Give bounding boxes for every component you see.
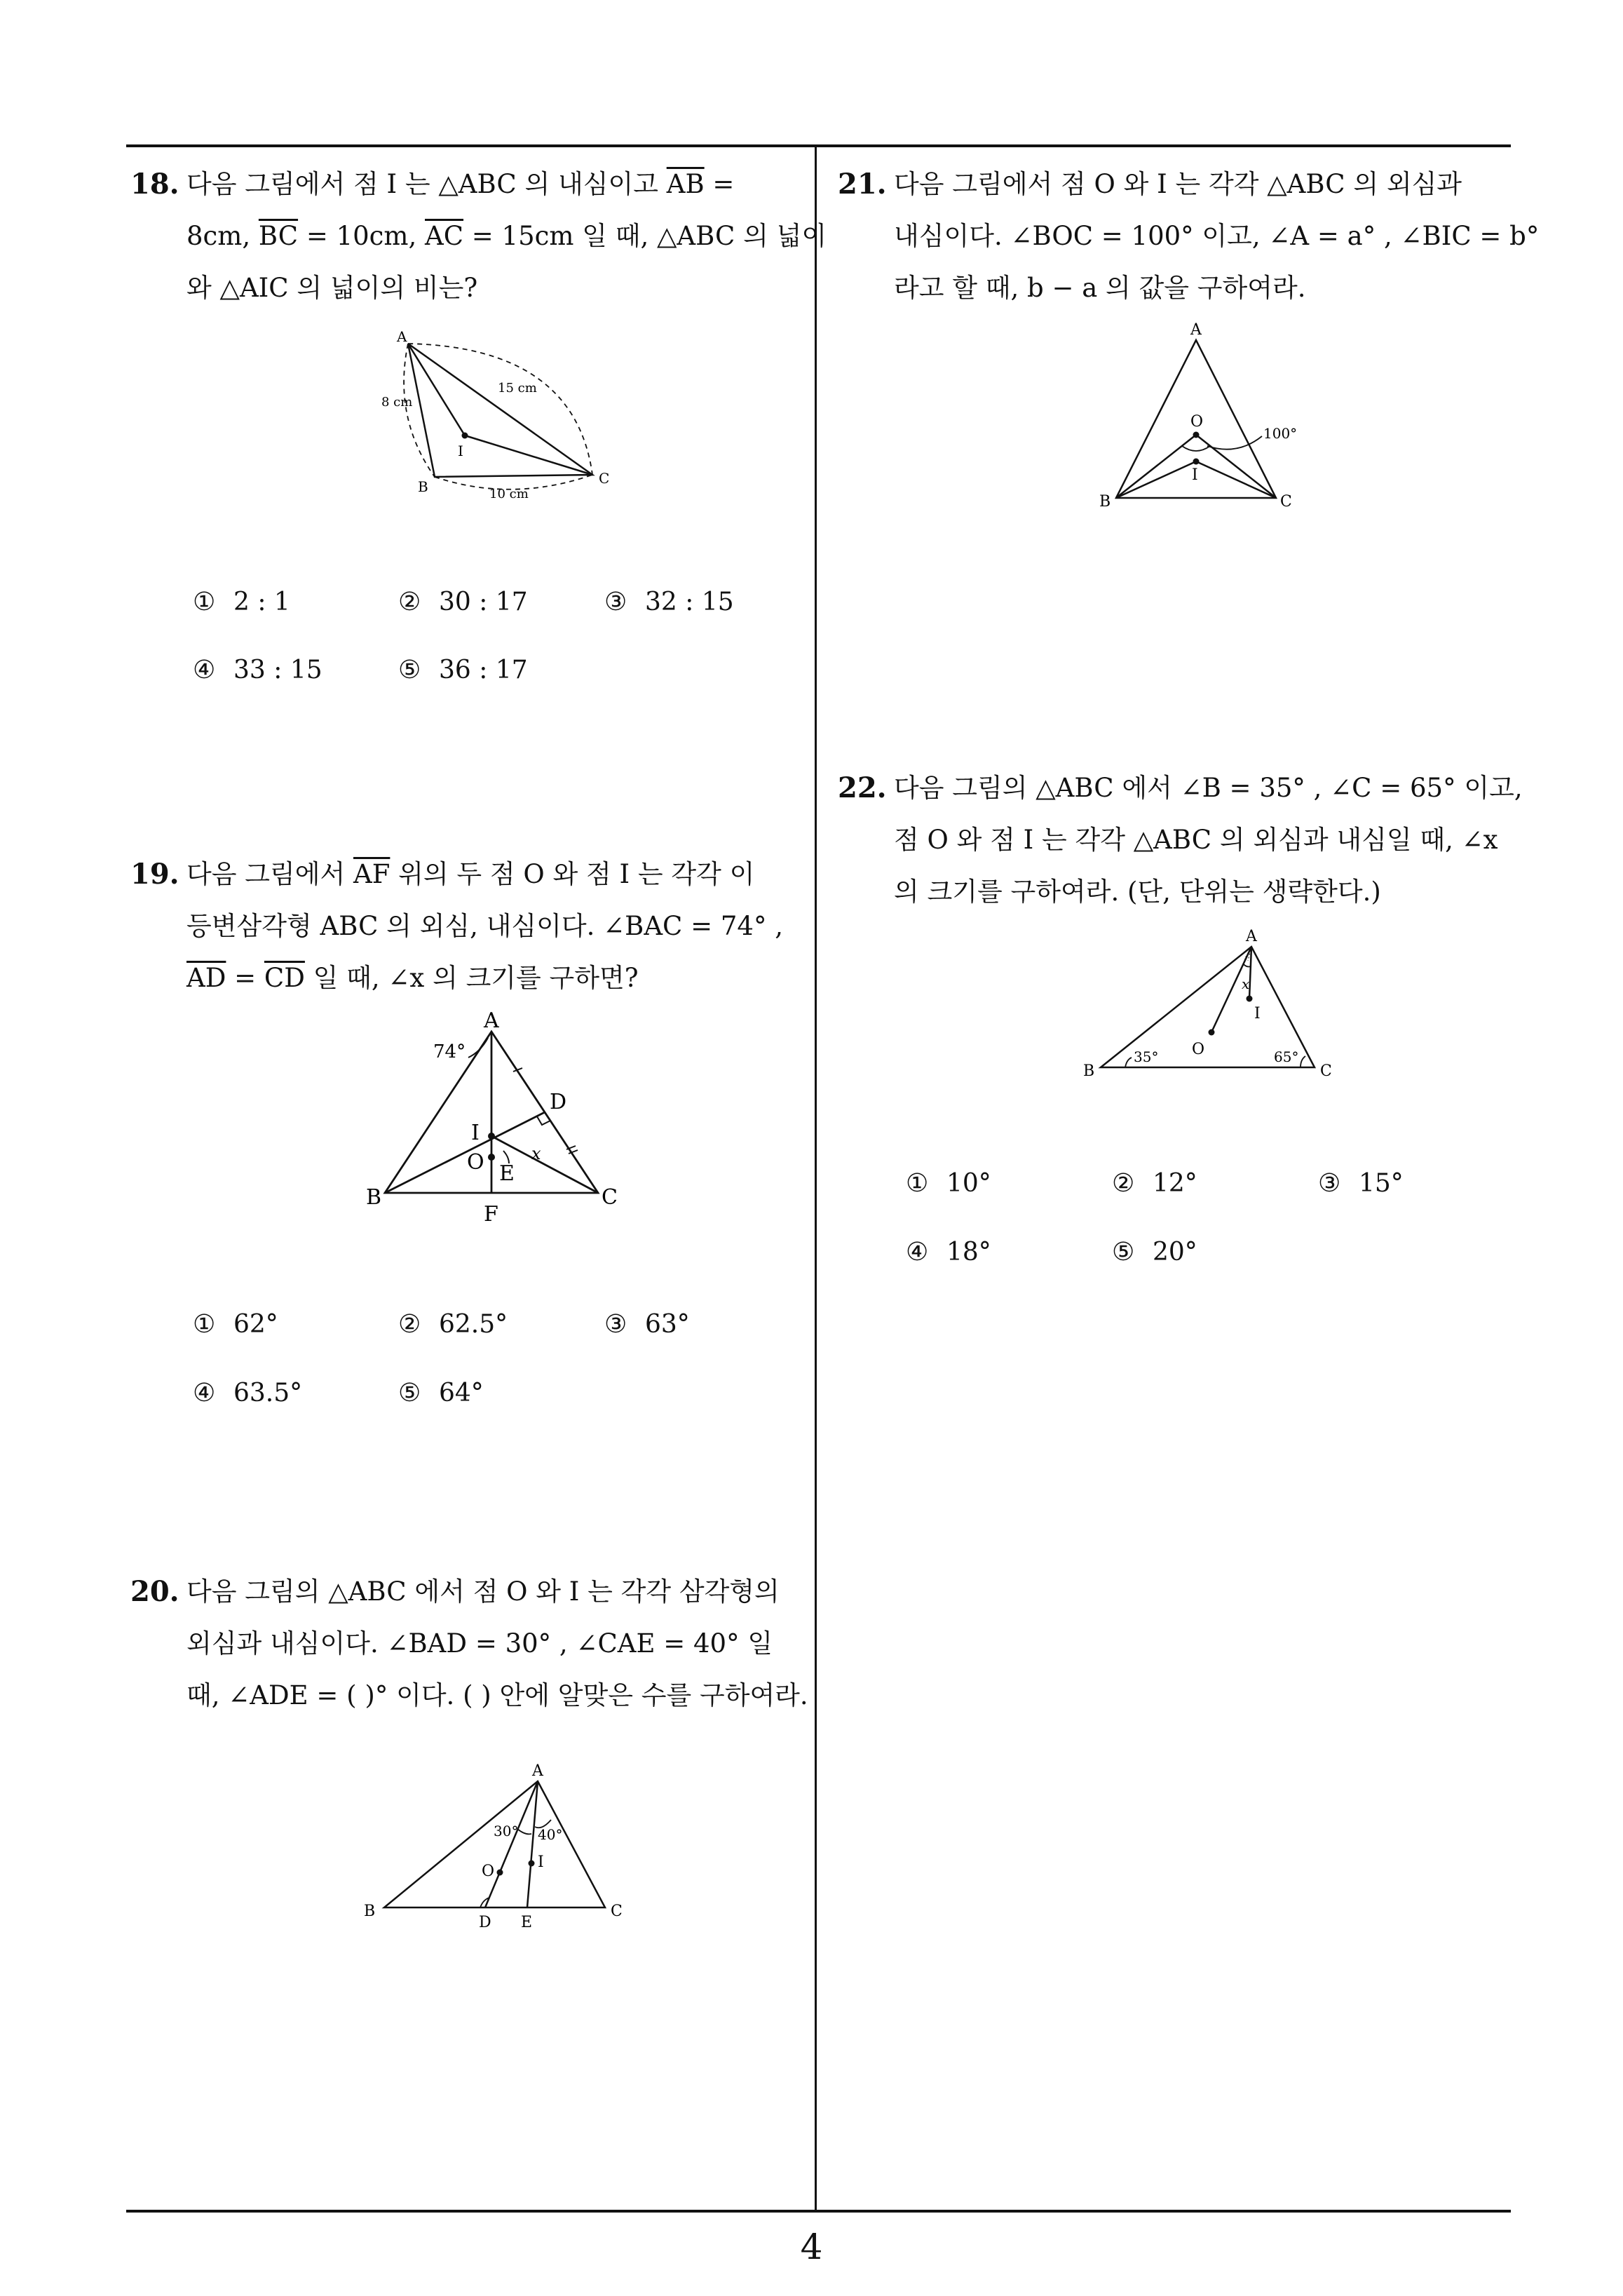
circumcenter-point xyxy=(488,1154,495,1161)
angle-30-arc xyxy=(517,1829,531,1834)
question-line: 라고 할 때, b − a 의 값을 구하여라. xyxy=(894,273,1306,303)
question-line: 등변삼각형 ABC 의 외심, 내심이다. ∠BAC = 74° , xyxy=(186,911,783,941)
figure-19 xyxy=(351,1006,645,1231)
question-line: 다음 그림에서 점 I 는 △ABC 의 내심이고 $\overline{AB}$ = xyxy=(186,169,735,199)
segment-ad xyxy=(485,1781,538,1907)
label-b: B xyxy=(366,1185,382,1210)
question-line: 다음 그림의 △ABC 에서 ∠B = 35° , ∠C = 65° 이고, xyxy=(894,773,1523,803)
choice-19-3[interactable]: ③ 63° xyxy=(604,1310,690,1339)
label-i: I xyxy=(1192,466,1198,484)
label-10cm: 10 cm xyxy=(489,487,529,501)
choice-22-4[interactable]: ④ 18° xyxy=(906,1238,991,1267)
figure-22 xyxy=(1069,919,1350,1094)
label-a: A xyxy=(484,1008,499,1033)
choice-22-2[interactable]: ② 12° xyxy=(1112,1169,1197,1198)
label-i: I xyxy=(1254,1005,1261,1022)
label-c: C xyxy=(1280,493,1292,511)
label-30: 30° xyxy=(494,1823,519,1839)
label-65: 65° xyxy=(1274,1048,1299,1065)
choice-18-3[interactable]: ③ 32 : 15 xyxy=(604,588,734,616)
label-x: x xyxy=(531,1144,541,1163)
label-40: 40° xyxy=(538,1826,563,1843)
label-o: O xyxy=(482,1863,495,1880)
circumcenter-point xyxy=(1209,1029,1215,1036)
choice-19-1[interactable]: ① 62° xyxy=(193,1310,278,1339)
question-18 xyxy=(130,158,827,314)
label-8cm: 8 cm xyxy=(381,395,413,410)
question-number: 19. xyxy=(130,858,179,891)
figure-21 xyxy=(1087,309,1325,519)
incenter-point xyxy=(462,433,468,439)
label-c: C xyxy=(599,470,610,487)
label-35: 35° xyxy=(1134,1048,1159,1065)
label-15cm: 15 cm xyxy=(498,381,537,396)
column-divider xyxy=(815,146,817,2211)
incenter-point xyxy=(529,1861,535,1867)
label-a: A xyxy=(1246,928,1257,945)
question-number: 22. xyxy=(838,771,887,804)
label-74: 74° xyxy=(433,1041,466,1062)
label-a: A xyxy=(532,1762,543,1780)
angle-c-arc xyxy=(1301,1056,1305,1067)
question-number: 20. xyxy=(130,1575,179,1608)
question-20 xyxy=(130,1566,808,1722)
pointer-100 xyxy=(1207,436,1262,450)
label-b: B xyxy=(418,478,428,495)
page-number: 4 xyxy=(800,2227,823,2267)
label-c: C xyxy=(611,1903,623,1920)
question-line: 때, ∠ADE = ( )° 이다. ( ) 안에 알맞은 수를 구하여라. xyxy=(186,1680,808,1710)
circumcenter-point xyxy=(1193,432,1200,438)
triangle-abc xyxy=(408,344,592,477)
question-line: 8cm, $\overline{BC} = 10cm$, $\overline{AC} = 15cm$ 일 때, △ABC 의 넓이 xyxy=(186,221,827,251)
label-b: B xyxy=(1083,1062,1095,1080)
label-i: I xyxy=(471,1121,480,1145)
label-d: D xyxy=(479,1914,491,1931)
choice-19-2[interactable]: ② 62.5° xyxy=(398,1310,508,1339)
incenter-point xyxy=(1193,459,1200,465)
label-f: F xyxy=(484,1202,498,1227)
label-d: D xyxy=(550,1090,567,1114)
choice-18-1[interactable]: ① 2 : 1 xyxy=(193,588,290,616)
segment-ic xyxy=(465,435,592,475)
label-b: B xyxy=(364,1903,376,1920)
choice-22-1[interactable]: ① 10° xyxy=(906,1169,991,1198)
label-i: I xyxy=(538,1853,544,1871)
question-number: 18. xyxy=(130,168,179,201)
label-e: E xyxy=(499,1161,515,1186)
figure-20 xyxy=(354,1753,648,1936)
incenter-point xyxy=(1247,996,1253,1002)
choice-18-4[interactable]: ④ 33 : 15 xyxy=(193,656,322,684)
angle-boc-arc xyxy=(1182,446,1210,451)
incenter-point xyxy=(488,1133,495,1140)
question-19 xyxy=(130,849,803,1004)
question-line: $\overline{AD} = \overline{CD}$ 일 때, ∠x 의 크기를 구하면? xyxy=(186,963,639,993)
choice-19-5[interactable]: ⑤ 64° xyxy=(398,1379,484,1407)
label-100: 100° xyxy=(1263,425,1298,442)
label-b: B xyxy=(1099,493,1111,511)
label-o: O xyxy=(1192,1041,1205,1058)
question-line: 내심이다. ∠BOC = 100° 이고, ∠A = a° , ∠BIC = b° xyxy=(894,221,1540,251)
label-e: E xyxy=(521,1914,533,1931)
question-line: 다음 그림의 △ABC 에서 점 O 와 I 는 각각 삼각형의 xyxy=(186,1576,780,1607)
label-x: x xyxy=(1242,975,1250,992)
segment-ae xyxy=(527,1781,538,1907)
question-line: 와 △AIC 의 넓이의 비는? xyxy=(186,273,478,303)
question-22 xyxy=(838,762,1523,918)
angle-b-arc xyxy=(1125,1058,1132,1067)
label-c: C xyxy=(1320,1062,1332,1080)
triangle-abc xyxy=(384,1781,605,1907)
angle-x-arc xyxy=(1243,964,1251,967)
choice-18-2[interactable]: ② 30 : 17 xyxy=(398,588,528,616)
question-number: 21. xyxy=(838,168,887,201)
question-line: 외심과 내심이다. ∠BAD = 30° , ∠CAE = 40° 일 xyxy=(186,1628,773,1659)
bottom-rule xyxy=(126,2210,1511,2213)
question-line: 의 크기를 구하여라. (단, 단위는 생략한다.) xyxy=(894,877,1381,907)
choice-22-3[interactable]: ③ 15° xyxy=(1318,1169,1404,1198)
label-a: A xyxy=(1190,321,1202,339)
figure-18 xyxy=(372,319,624,508)
label-o: O xyxy=(1190,413,1204,431)
question-21 xyxy=(838,158,1540,314)
label-o: O xyxy=(467,1150,484,1175)
question-line: 다음 그림에서 점 O 와 I 는 각각 △ABC 의 외심과 xyxy=(894,169,1462,199)
question-line: 점 O 와 점 I 는 각각 △ABC 의 외심과 내심일 때, ∠x xyxy=(894,825,1498,855)
label-i: I xyxy=(458,443,463,459)
label-c: C xyxy=(602,1185,618,1210)
choice-22-5[interactable]: ⑤ 20° xyxy=(1112,1238,1197,1267)
question-line: 다음 그림에서 $\overline{AF}$ 위의 두 점 O 와 점 I 는 각각 이 xyxy=(186,859,755,889)
label-a: A xyxy=(397,328,407,345)
circumcenter-point xyxy=(497,1870,503,1876)
choice-18-5[interactable]: ⑤ 36 : 17 xyxy=(398,656,528,684)
choice-19-4[interactable]: ④ 63.5° xyxy=(193,1379,303,1407)
top-rule xyxy=(126,144,1511,147)
